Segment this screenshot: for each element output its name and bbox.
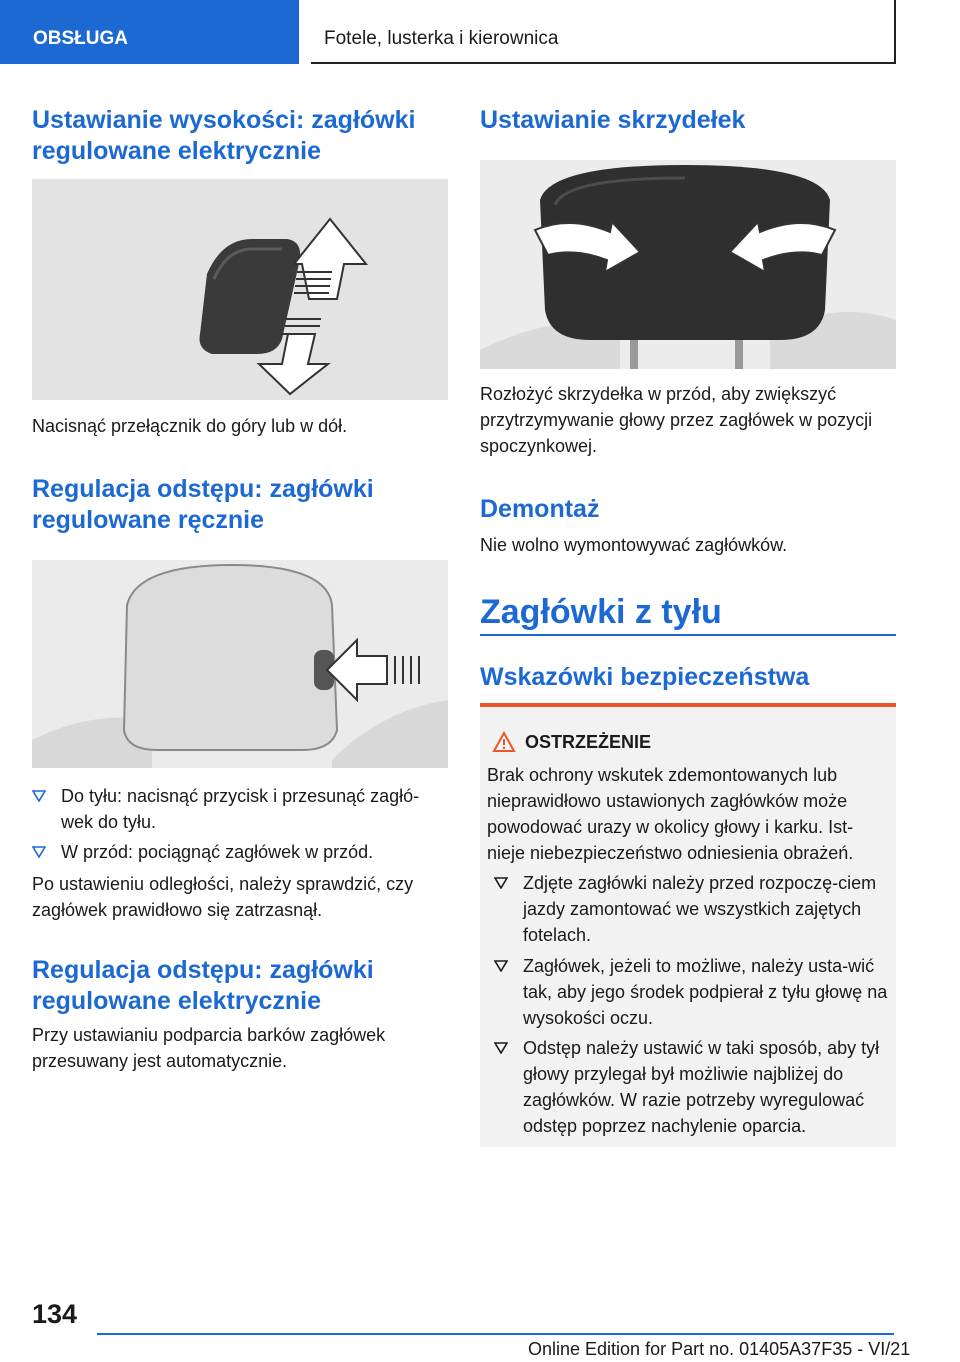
warning-title: OSTRZEŻENIE (525, 732, 652, 752)
illustration-headrest-wings (480, 160, 896, 369)
triangle-bullet-icon (494, 877, 508, 889)
text-manual-check: Po ustawieniu odległości, należy sprawdzić, czy zagłówek prawidłowo się zatrzasnął. (32, 874, 414, 920)
section-tab: OBSŁUGA (0, 0, 299, 64)
heading-distance-electric: Regulacja odstępu: zagłówki regulowane elektrycznie (32, 956, 374, 1015)
illustration-height-switch (32, 179, 448, 400)
list-item: Zdjęte zagłówki należy przed rozpoczę-ciem jazdy zamontować we wszystkich zajętych fotelach. (494, 870, 889, 948)
heading-removal: Demontaż (480, 495, 600, 523)
triangle-bullet-icon (494, 1042, 508, 1054)
illustration-headrest-button (32, 560, 448, 768)
triangle-bullet-icon (494, 960, 508, 972)
text-wings: Rozłożyć skrzydełka w przód, aby zwiększyć przytrzymywanie głowy przez zagłówek w pozycji spoczynkowej. (480, 384, 873, 456)
text-removal: Nie wolno wymontowywać zagłówków. (480, 535, 788, 555)
footer-rule (97, 1333, 894, 1335)
text-height-instruction: Nacisnąć przełącznik do góry lub w dół. (32, 416, 348, 436)
warning-triangle-icon (492, 731, 516, 753)
list-item: W przód: pociągnąć zagłówek w przód. (32, 839, 448, 865)
list-item: Odstęp należy ustawić w taki sposób, aby tył głowy przylegał był możliwie najbliżej do zagłówków. W razie potrzeby wyregulować odstęp poprzez nachylenie oparcia. (494, 1035, 889, 1139)
text-electric: Przy ustawianiu podparcia barków zagłówek przesuwany jest automatycznie. (32, 1025, 386, 1071)
list-item: Do tyłu: nacisnąć przycisk i przesunąć zagłó-wek do tyłu. (32, 783, 448, 835)
heading-rear-headrests: Zagłówki z tyłu (480, 593, 722, 631)
heading-rule (480, 634, 896, 636)
list-item: Zagłówek, jeżeli to możliwe, należy usta-wić tak, aby jego środek podpierał z tyłu głowę na wysokości oczu. (494, 953, 889, 1031)
warning-text: Brak ochrony wskutek zdemontowanych lub nieprawidłowo ustawionych zagłówków może powodować urazy w okolicy głowy i karku. Ist-nieje niebezpieczeństwo odniesienia obrażeń. (487, 765, 854, 863)
triangle-bullet-icon (32, 846, 46, 858)
heading-wings: Ustawianie skrzydełek (480, 106, 746, 134)
heading-distance-manual: Regulacja odstępu: zagłówki regulowane ręcznie (32, 475, 374, 534)
heading-height-electric: Ustawianie wysokości: zagłówki regulowane elektrycznie (32, 106, 416, 165)
triangle-bullet-icon (32, 790, 46, 802)
chapter-title: Fotele, lusterka i kierownica (311, 0, 896, 64)
edition-label: Online Edition for Part no. 01405A37F35 - VI/21 (528, 1339, 911, 1359)
page-number: 134 (32, 1299, 78, 1329)
heading-safety: Wskazówki bezpieczeństwa (480, 663, 810, 691)
